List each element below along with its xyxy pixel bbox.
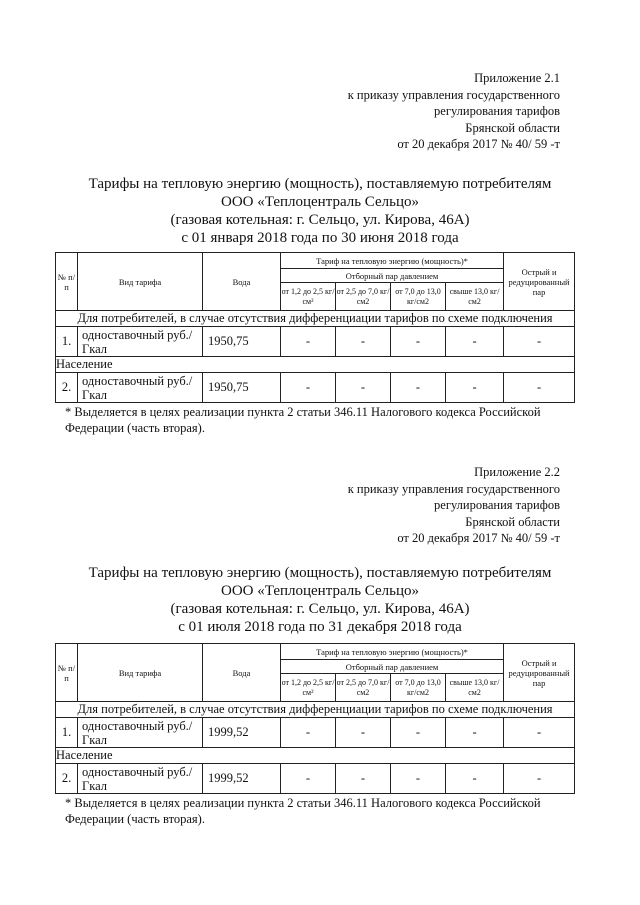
row-water-value: 1950,75 (203, 327, 281, 357)
row-number: 2. (56, 373, 78, 403)
row-pressure-2: - (336, 718, 391, 748)
row-water-value: 1950,75 (203, 373, 281, 403)
table-row (56, 764, 575, 794)
header-sharp-steam: Острый и редуцированный пар (504, 644, 575, 702)
footnote: * Выделяется в целях реализации пункта 2 статьи 346.11 Налогового кодекса Российской Федерации (часть вторая). (65, 405, 541, 435)
appendix-order-date: от 20 декабря 2017 № 40/ 59 -т (397, 137, 560, 151)
header-pressure-2: от 2,5 до 7,0 кг/см2 (336, 283, 391, 311)
appendix-number: Приложение 2.2 (474, 465, 560, 479)
header-tariff-type: Вид тарифа (78, 644, 203, 702)
group-row-general: Для потребителей, в случае отсутствия дифференциации тарифов по схеме подключения (56, 311, 575, 327)
header-steam-pressure: Отборный пар давлением (281, 660, 504, 674)
row-sharp-steam: - (504, 764, 575, 794)
group-row-population: Население (56, 357, 575, 373)
title-line: ООО «Теплоцентраль Сельцо» (220, 583, 420, 599)
row-water-value: 1999,52 (203, 718, 281, 748)
title-line: Тарифы на тепловую энергию (мощность), поставляемую потребителям (88, 176, 552, 192)
appendix-order-line: Брянской области (465, 120, 560, 135)
row-pressure-1: - (281, 764, 336, 794)
row-pressure-1: - (281, 373, 336, 403)
row-pressure-1: - (281, 327, 336, 357)
header-pressure-4: свыше 13,0 кг/см2 (446, 674, 504, 702)
header-sharp-steam: Острый и редуцированный пар (504, 253, 575, 311)
footnote: * Выделяется в целях реализации пункта 2 статьи 346.11 Налогового кодекса Российской Федерации (часть вторая). (65, 796, 541, 826)
row-pressure-1: - (281, 718, 336, 748)
row-tariff-type: одноставочный руб./Гкал (78, 718, 203, 748)
title-line: ООО «Теплоцентраль Сельцо» (220, 194, 420, 210)
table-row (56, 718, 575, 748)
row-tariff-type: одноставочный руб./Гкал (78, 327, 203, 357)
row-pressure-2: - (336, 764, 391, 794)
row-pressure-2: - (336, 327, 391, 357)
appendix-order-line: Брянской области (465, 514, 560, 529)
header-number: № п/п (56, 644, 78, 702)
appendix-header (348, 464, 560, 547)
tariff-table (55, 643, 575, 794)
title-line: с 01 июля 2018 года по 31 декабря 2018 года (178, 619, 462, 635)
appendix-order-date: от 20 декабря 2017 № 40/ 59 -т (397, 531, 560, 545)
row-sharp-steam: - (504, 718, 575, 748)
title-line: с 01 января 2018 года по 30 июня 2018 года (181, 230, 459, 246)
header-tariff-type: Вид тарифа (78, 253, 203, 311)
appendix-number: Приложение 2.1 (474, 71, 560, 85)
header-number: № п/п (56, 253, 78, 311)
row-pressure-2: - (336, 373, 391, 403)
header-energy-tariff: Тариф на тепловую энергию (мощность)* (281, 253, 504, 269)
header-water: Вода (203, 253, 281, 311)
group-row-general: Для потребителей, в случае отсутствия дифференциации тарифов по схеме подключения (56, 702, 575, 718)
group-row-population: Население (56, 748, 575, 764)
row-pressure-4: - (446, 764, 504, 794)
row-tariff-type: одноставочный руб./Гкал (78, 764, 203, 794)
row-number: 2. (56, 764, 78, 794)
row-pressure-4: - (446, 373, 504, 403)
header-water: Вода (203, 644, 281, 702)
appendix-order-line: к приказу управления государственного (347, 481, 560, 496)
header-pressure-2: от 2,5 до 7,0 кг/см2 (336, 674, 391, 702)
row-sharp-steam: - (504, 373, 575, 403)
document-title (0, 564, 640, 636)
row-pressure-3: - (391, 764, 446, 794)
header-pressure-3: от 7,0 до 13,0 кг/см2 (391, 674, 446, 702)
header-pressure-1: от 1,2 до 2,5 кг/см² (281, 283, 336, 311)
header-pressure-4: свыше 13,0 кг/см2 (446, 283, 504, 311)
title-line: Тарифы на тепловую энергию (мощность), поставляемую потребителям (88, 565, 552, 581)
row-water-value: 1999,52 (203, 764, 281, 794)
appendix-order-line: регулирования тарифов (434, 104, 560, 118)
header-energy-tariff: Тариф на тепловую энергию (мощность)* (281, 644, 504, 660)
title-line: (газовая котельная: г. Сельцо, ул. Кирова, 46А) (170, 212, 470, 228)
row-tariff-type: одноставочный руб./Гкал (78, 373, 203, 403)
row-sharp-steam: - (504, 327, 575, 357)
header-pressure-3: от 7,0 до 13,0 кг/см2 (391, 283, 446, 311)
row-pressure-3: - (391, 718, 446, 748)
row-pressure-3: - (391, 373, 446, 403)
row-number: 1. (56, 327, 78, 357)
row-pressure-4: - (446, 718, 504, 748)
row-pressure-4: - (446, 327, 504, 357)
appendix-order-line: к приказу управления государственного (347, 87, 560, 102)
row-pressure-3: - (391, 327, 446, 357)
appendix-order-line: регулирования тарифов (434, 498, 560, 512)
header-pressure-1: от 1,2 до 2,5 кг/см² (281, 674, 336, 702)
title-line: (газовая котельная: г. Сельцо, ул. Кирова, 46А) (170, 601, 470, 617)
header-steam-pressure: Отборный пар давлением (281, 269, 504, 283)
row-number: 1. (56, 718, 78, 748)
